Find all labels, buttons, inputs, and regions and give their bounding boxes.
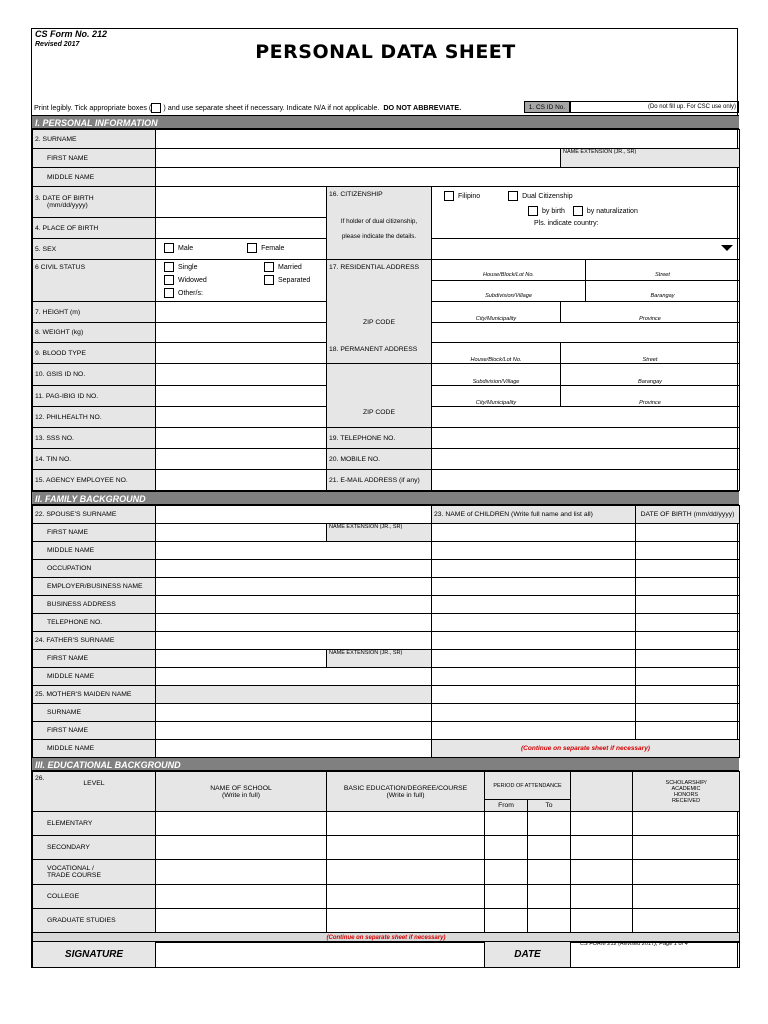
college-school-field[interactable] bbox=[156, 885, 327, 909]
permanent-address-label: 18. PERMANENT ADDRESS ZIP CODE bbox=[327, 364, 432, 428]
graduate-units-field[interactable] bbox=[571, 909, 633, 933]
secondary-school-field[interactable] bbox=[156, 836, 327, 860]
by-naturalization-option[interactable]: by naturalization bbox=[573, 206, 638, 216]
mother-surname-field[interactable] bbox=[156, 704, 432, 722]
pagibig-label: 11. PAG-IBIG ID NO. bbox=[33, 386, 156, 407]
elementary-course-field[interactable] bbox=[327, 812, 485, 836]
place-of-birth-field[interactable] bbox=[156, 218, 327, 239]
elementary-school-field[interactable] bbox=[156, 812, 327, 836]
period-to-header: To bbox=[528, 800, 571, 812]
sex-label: 5. SEX bbox=[33, 239, 156, 260]
spouse-telephone-label: TELEPHONE NO. bbox=[33, 614, 156, 632]
cs-id-label: 1. CS ID No. bbox=[524, 101, 570, 113]
child-name-field[interactable] bbox=[432, 524, 636, 542]
period-header: PERIOD OF ATTENDANCE bbox=[485, 772, 571, 800]
spouse-first-name-label: FIRST NAME bbox=[33, 524, 156, 542]
mother-first-name-label: FIRST NAME bbox=[33, 722, 156, 740]
form-footer: CS FORM 212 (Revised 2017), Page 1 of 4 bbox=[580, 941, 688, 947]
education-table bbox=[32, 771, 740, 943]
secondary-from-field[interactable] bbox=[485, 836, 528, 860]
single-option[interactable]: Single bbox=[164, 262, 264, 272]
family-background-table bbox=[32, 505, 740, 758]
surname-label: 2. SURNAME bbox=[33, 130, 156, 149]
children-header: 23. NAME of CHILDREN (Write full name and list all) bbox=[432, 506, 636, 524]
secondary-units-field[interactable] bbox=[571, 836, 633, 860]
college-units-field[interactable] bbox=[571, 885, 633, 909]
child-name-field[interactable] bbox=[432, 650, 636, 668]
middle-name-label: MIDDLE NAME bbox=[33, 168, 156, 187]
blood-type-field[interactable] bbox=[156, 343, 327, 364]
child-dob-field[interactable] bbox=[636, 686, 740, 704]
mother-maiden-name-label: 25. MOTHER'S MAIDEN NAME bbox=[33, 686, 156, 704]
section-personal-information: I. PERSONAL INFORMATION bbox=[32, 115, 739, 129]
perm-zip-field[interactable] bbox=[432, 407, 740, 428]
father-name-ext-field[interactable]: NAME EXTENSION (JR., SR) bbox=[327, 650, 432, 668]
children-dob-header: DATE OF BIRTH (mm/dd/yyyy) bbox=[636, 506, 740, 524]
child-name-field[interactable] bbox=[432, 614, 636, 632]
occupation-field[interactable] bbox=[156, 560, 432, 578]
child-dob-field[interactable] bbox=[636, 650, 740, 668]
female-option[interactable]: Female bbox=[247, 243, 284, 253]
child-name-field[interactable] bbox=[432, 632, 636, 650]
date-label: DATE bbox=[485, 942, 571, 968]
father-surname-field[interactable] bbox=[156, 632, 432, 650]
graduate-school-field[interactable] bbox=[156, 909, 327, 933]
spouse-middle-name-field[interactable] bbox=[156, 542, 432, 560]
child-dob-field[interactable] bbox=[636, 614, 740, 632]
philhealth-field[interactable] bbox=[156, 407, 327, 428]
graduate-honors-field[interactable] bbox=[633, 909, 740, 933]
secondary-label: SECONDARY bbox=[33, 836, 156, 860]
child-name-field[interactable] bbox=[432, 542, 636, 560]
tin-field[interactable] bbox=[156, 449, 327, 470]
res-city-field[interactable]: City/Municipality bbox=[432, 302, 561, 323]
vocational-units-field[interactable] bbox=[571, 860, 633, 885]
first-name-field[interactable] bbox=[156, 149, 561, 168]
child-name-field[interactable] bbox=[432, 578, 636, 596]
family-continue-note: (Continue on separate sheet if necessary) bbox=[432, 740, 740, 758]
father-first-name-label: FIRST NAME bbox=[33, 650, 156, 668]
res-barangay-field[interactable]: Barangay bbox=[650, 293, 675, 299]
child-dob-field[interactable] bbox=[636, 524, 740, 542]
email-label: 21. E-MAIL ADDRESS (if any) bbox=[327, 470, 432, 491]
res-house-field[interactable]: House/Block/Lot No. bbox=[432, 260, 586, 280]
personal-info-table bbox=[32, 129, 740, 491]
gsis-field[interactable] bbox=[156, 364, 327, 386]
school-header: NAME OF SCHOOL (Write in full) bbox=[156, 772, 327, 812]
mother-middle-name-field[interactable] bbox=[156, 740, 432, 758]
citizenship-label: 16. CITIZENSHIP If holder of dual citizenship, please indicate the details. bbox=[327, 187, 432, 260]
elementary-units-field[interactable] bbox=[571, 812, 633, 836]
form-number: CS Form No. 212 bbox=[35, 29, 108, 39]
employer-field[interactable] bbox=[156, 578, 432, 596]
child-dob-field[interactable] bbox=[636, 596, 740, 614]
elementary-to-field[interactable] bbox=[528, 812, 571, 836]
weight-label: 8. WEIGHT (kg) bbox=[33, 323, 156, 343]
pagibig-field[interactable] bbox=[156, 386, 327, 407]
sex-options bbox=[156, 239, 327, 260]
mother-middle-name-label: MIDDLE NAME bbox=[33, 740, 156, 758]
citizenship-options bbox=[432, 187, 740, 239]
child-name-field[interactable] bbox=[432, 596, 636, 614]
section-family-background: II. FAMILY BACKGROUND bbox=[32, 491, 739, 505]
middle-name-field[interactable] bbox=[156, 168, 740, 187]
res-zip-field[interactable] bbox=[432, 323, 740, 343]
form-page bbox=[31, 28, 738, 968]
res-street-field[interactable]: Street bbox=[655, 272, 670, 278]
sss-label: 13. SSS NO. bbox=[33, 428, 156, 449]
section-educational-background: III. EDUCATIONAL BACKGROUND bbox=[32, 757, 739, 771]
secondary-to-field[interactable] bbox=[528, 836, 571, 860]
elementary-honors-field[interactable] bbox=[633, 812, 740, 836]
res-subdivision-field[interactable]: Subdivision/Village bbox=[432, 281, 586, 301]
telephone-field[interactable] bbox=[432, 428, 740, 449]
instructions: Print legibly. Tick appropriate boxes ( ) and use separate sheet if necessary. Indicate N/A if not applicable. DO NOT ABBREVIATE. bbox=[34, 103, 462, 112]
college-label: COLLEGE bbox=[33, 885, 156, 909]
civil-status-label: 6 CIVIL STATUS bbox=[33, 260, 156, 302]
vocational-school-field[interactable] bbox=[156, 860, 327, 885]
business-address-label: BUSINESS ADDRESS bbox=[33, 596, 156, 614]
res-zip-label: ZIP CODE bbox=[363, 319, 395, 326]
signature-label: SIGNATURE bbox=[33, 942, 156, 968]
blood-type-label: 9. BLOOD TYPE bbox=[33, 343, 156, 364]
name-extension-field[interactable]: NAME EXTENSION (JR., SR) bbox=[561, 149, 740, 168]
mother-first-name-field[interactable] bbox=[156, 722, 432, 740]
dob-field[interactable] bbox=[156, 187, 327, 218]
child-name-field[interactable] bbox=[432, 560, 636, 578]
units-header bbox=[571, 772, 633, 812]
form-revision: Revised 2017 bbox=[35, 41, 80, 48]
perm-barangay-field[interactable]: Barangay bbox=[561, 364, 740, 386]
sss-field[interactable] bbox=[156, 428, 327, 449]
first-name-label: FIRST NAME bbox=[33, 149, 156, 168]
elementary-from-field[interactable] bbox=[485, 812, 528, 836]
child-dob-field[interactable] bbox=[636, 578, 740, 596]
agency-employee-label: 15. AGENCY EMPLOYEE NO. bbox=[33, 470, 156, 491]
perm-province-field[interactable]: Province bbox=[561, 386, 740, 407]
child-dob-field[interactable] bbox=[636, 560, 740, 578]
spouse-name-ext-field[interactable]: NAME EXTENSION (JR., SR) bbox=[327, 524, 432, 542]
child-name-field[interactable] bbox=[432, 722, 636, 740]
perm-city-field[interactable]: City/Municipality bbox=[432, 386, 561, 407]
vocational-honors-field[interactable] bbox=[633, 860, 740, 885]
male-option[interactable]: Male bbox=[164, 243, 193, 253]
place-of-birth-label: 4. PLACE OF BIRTH bbox=[33, 218, 156, 239]
father-middle-name-field[interactable] bbox=[156, 668, 432, 686]
civil-status-options bbox=[156, 260, 327, 302]
dob-label: 3. DATE OF BIRTH (mm/dd/yyyy) bbox=[33, 187, 156, 218]
graduate-to-field[interactable] bbox=[528, 909, 571, 933]
telephone-label: 19. TELEPHONE NO. bbox=[327, 428, 432, 449]
by-birth-option[interactable]: by birth bbox=[528, 206, 565, 216]
business-address-field[interactable] bbox=[156, 596, 432, 614]
separated-option[interactable]: Separated bbox=[264, 275, 310, 285]
spouse-surname-field[interactable] bbox=[156, 506, 432, 524]
gsis-label: 10. GSIS ID NO. bbox=[33, 364, 156, 386]
secondary-honors-field[interactable] bbox=[633, 836, 740, 860]
college-honors-field[interactable] bbox=[633, 885, 740, 909]
vocational-from-field[interactable] bbox=[485, 860, 528, 885]
employer-label: EMPLOYER/BUSINESS NAME bbox=[33, 578, 156, 596]
course-header: BASIC EDUCATION/DEGREE/COURSE (Write in full) bbox=[327, 772, 485, 812]
height-label: 7. HEIGHT (m) bbox=[33, 302, 156, 323]
married-option[interactable]: Married bbox=[264, 262, 302, 272]
dual-citizenship-option[interactable]: Dual Citizenship bbox=[508, 191, 573, 201]
graduate-studies-label: GRADUATE STUDIES bbox=[33, 909, 156, 933]
occupation-label: OCCUPATION bbox=[33, 560, 156, 578]
child-dob-field[interactable] bbox=[636, 704, 740, 722]
child-name-field[interactable] bbox=[432, 704, 636, 722]
signature-field[interactable] bbox=[156, 942, 485, 968]
college-course-field[interactable] bbox=[327, 885, 485, 909]
mobile-field[interactable] bbox=[432, 449, 740, 470]
father-first-name-field[interactable] bbox=[156, 650, 327, 668]
sample-checkbox-icon bbox=[151, 103, 161, 113]
child-dob-field[interactable] bbox=[636, 632, 740, 650]
email-field[interactable] bbox=[432, 470, 740, 491]
child-name-field[interactable] bbox=[432, 686, 636, 704]
spouse-surname-label: 22. SPOUSE'S SURNAME bbox=[33, 506, 156, 524]
spouse-telephone-field[interactable] bbox=[156, 614, 432, 632]
perm-house-field[interactable]: House/Block/Lot No. bbox=[432, 343, 561, 364]
level-header: 26. LEVEL bbox=[33, 772, 156, 812]
elementary-label: ELEMENTARY bbox=[33, 812, 156, 836]
mother-maiden-name-field bbox=[156, 686, 432, 704]
weight-field[interactable] bbox=[156, 323, 327, 343]
filipino-option[interactable]: Filipino bbox=[444, 191, 480, 201]
indicate-country-label: Pls. indicate country: bbox=[534, 220, 599, 227]
country-dropdown[interactable] bbox=[432, 239, 740, 260]
spouse-middle-name-label: MIDDLE NAME bbox=[33, 542, 156, 560]
honors-header: SCHOLARSHIP/ ACADEMIC HONORS RECEIVED bbox=[633, 772, 740, 812]
education-continue-note: (Continue on separate sheet if necessary) bbox=[33, 933, 740, 943]
father-middle-name-label: MIDDLE NAME bbox=[33, 668, 156, 686]
mother-surname-label: SURNAME bbox=[33, 704, 156, 722]
perm-zip-label: ZIP CODE bbox=[363, 409, 395, 416]
perm-street-field[interactable]: Street bbox=[561, 343, 740, 364]
father-surname-label: 24. FATHER'S SURNAME bbox=[33, 632, 156, 650]
height-field[interactable] bbox=[156, 302, 327, 323]
res-province-field[interactable]: Province bbox=[561, 302, 740, 323]
secondary-course-field[interactable] bbox=[327, 836, 485, 860]
page-title: PERSONAL DATA SHEET bbox=[255, 41, 516, 63]
tin-label: 14. TIN NO. bbox=[33, 449, 156, 470]
child-dob-field[interactable] bbox=[636, 668, 740, 686]
agency-employee-field[interactable] bbox=[156, 470, 327, 491]
vocational-label: VOCATIONAL / TRADE COURSE bbox=[33, 860, 156, 885]
philhealth-label: 12. PHILHEALTH NO. bbox=[33, 407, 156, 428]
residential-address-fields bbox=[432, 260, 740, 302]
child-name-field[interactable] bbox=[432, 668, 636, 686]
widowed-option[interactable]: Widowed bbox=[164, 275, 264, 285]
vocational-course-field[interactable] bbox=[327, 860, 485, 885]
college-from-field[interactable] bbox=[485, 885, 528, 909]
graduate-course-field[interactable] bbox=[327, 909, 485, 933]
period-from-header: From bbox=[485, 800, 528, 812]
child-dob-field[interactable] bbox=[636, 542, 740, 560]
residential-address-label: 17. RESIDENTIAL ADDRESS ZIP CODE bbox=[327, 260, 432, 364]
cs-id-field[interactable]: (Do not fill up. For CSC use only) bbox=[570, 101, 739, 113]
college-to-field[interactable] bbox=[528, 885, 571, 909]
others-option[interactable]: Other/s: bbox=[164, 288, 203, 298]
vocational-to-field[interactable] bbox=[528, 860, 571, 885]
surname-field[interactable] bbox=[156, 130, 740, 149]
mobile-label: 20. MOBILE NO. bbox=[327, 449, 432, 470]
spouse-first-name-field[interactable] bbox=[156, 524, 327, 542]
perm-subdivision-field[interactable]: Subdivision/Village bbox=[432, 364, 561, 386]
child-dob-field[interactable] bbox=[636, 722, 740, 740]
graduate-from-field[interactable] bbox=[485, 909, 528, 933]
chevron-down-icon bbox=[721, 245, 733, 251]
